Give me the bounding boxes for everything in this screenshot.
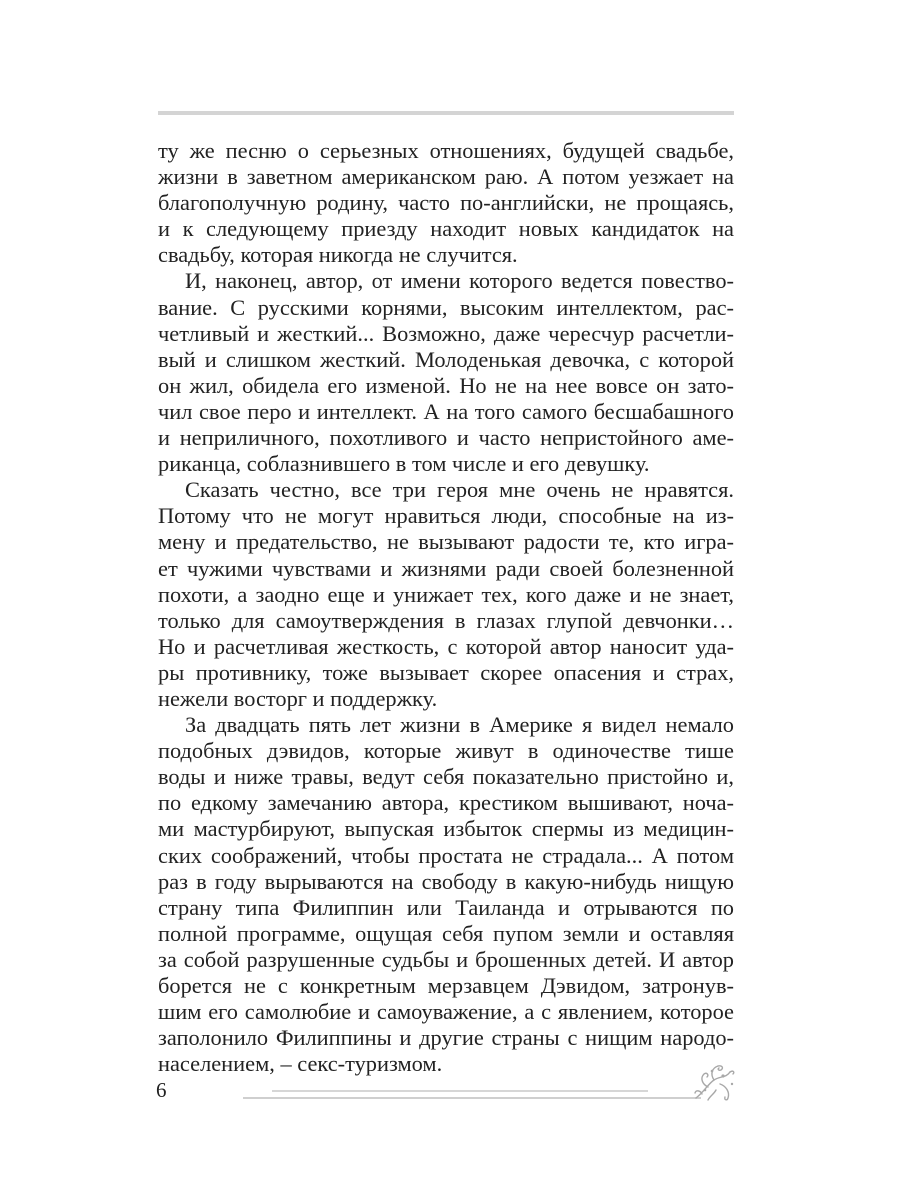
header-rule [158,111,734,115]
text-line: благополучную родину, часто по-английски, не прощаясь, [158,190,734,216]
text-line: Сказать честно, все три героя мне очень не нравятся. [185,477,734,503]
text-line: свадьбу, которая никогда не случится. [158,242,518,268]
text-line: риканца, соблазнившего в том числе и его девушку. [158,451,650,477]
text-line: вание. С русскими корнями, высоким интеллектом, рас- [158,294,734,320]
text-line: чил свое перо и интеллект. А на того самого бесшабашного [158,398,734,424]
text-line: нежели восторг и поддержку. [158,685,438,711]
text-line: полной программе, ощущая себя пупом земли и оставляя [158,920,734,946]
text-line: И, наконец, автор, от имени которого ведется повество- [185,268,734,294]
text-line: ских соображений, чтобы простата не страдала... А потом [158,842,734,868]
text-line: за собой разрушенные судьбы и брошенных детей. И автор [158,946,734,972]
page-number: 6 [156,1078,167,1102]
text-line: ту же песню о серьезных отношениях, будущей свадьбе, [158,138,734,163]
text-line: заполонило Филиппины и другие страны с нищим народо- [158,1025,734,1051]
text-line: подобных дэвидов, которые живут в одиночестве тише [158,738,734,764]
text-line: Но и расчетливая жесткость, с которой автор наносит уда- [158,633,734,659]
text-line: по едкому замечанию автора, крестиком вышивают, ноча- [158,790,734,816]
footer-rule-upper [272,1090,648,1092]
text-line: ет чужими чувствами и жизнями ради своей болезненной [158,555,734,581]
text-line: он жил, обидела его изменой. Но не на нее вовсе он зато- [158,372,734,398]
footer-rule-lower [243,1097,701,1099]
text-line: ми мастурбируют, выпуская избыток спермы из медицин- [158,816,734,842]
text-line: За двадцать пять лет жизни в Америке я видел немало [185,712,734,738]
text-line: только для самоутверждения в глазах глупой девчонки… [158,607,734,633]
text-line: жизни в заветном американском раю. А потом уезжает на [158,164,734,190]
text-line: вый и слишком жесткий. Молоденькая девочка, с которой [158,346,734,372]
text-line: шим его самолюбие и самоуважение, а с явлением, которое [158,999,734,1025]
text-line: раз в году вырываются на свободу в какую-нибудь нищую [158,868,734,894]
text-line: четливый и жесткий... Возможно, даже чересчур расчетли- [158,320,734,346]
text-line: и неприличного, похотливого и часто непристойного аме- [158,425,734,451]
text-line: похоти, а заодно еще и унижает тех, кого даже и не знает, [158,581,734,607]
text-line: населением, – секс-туризмом. [158,1051,443,1077]
text-line: и к следующему приезду находит новых кандидаток на [158,216,734,242]
body-text [158,138,734,1077]
text-line: мену и предательство, не вызывают радости те, кто игра- [158,529,734,555]
text-line: борется не с конкретным мерзавцем Дэвидом, затронув- [158,973,734,998]
text-line: Потому что не могут нравиться люди, способные на из- [158,503,734,529]
floral-ornament-icon [690,1060,738,1104]
text-line: страну типа Филиппин или Таиланда и отрываются по [158,894,734,920]
text-line: воды и ниже травы, ведут себя показательно пристойно и, [158,764,734,790]
text-line: ры противнику, тоже вызывает скорее опасения и страх, [158,659,734,685]
